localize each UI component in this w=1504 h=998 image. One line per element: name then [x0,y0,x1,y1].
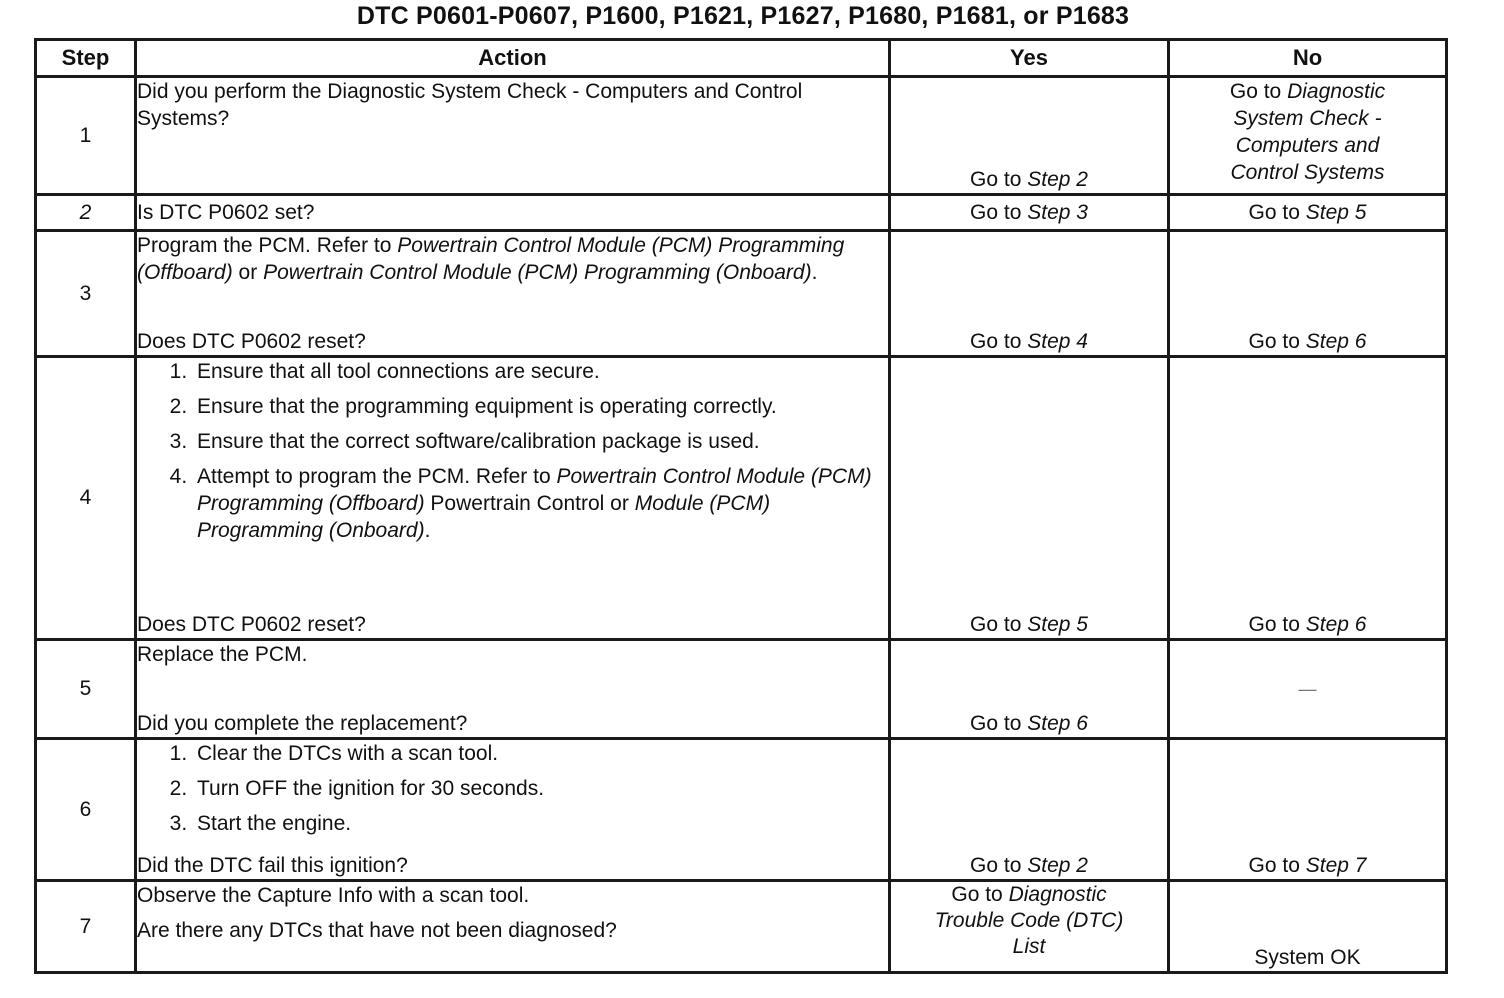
list-item: 2. Ensure that the programming equipment is operating correctly. [193,393,888,420]
system-ok-text: System OK [1254,946,1361,969]
action-cell [136,231,890,357]
action-text: Powertrain Control [430,492,605,515]
list-item: 3. Ensure that the correct software/calibration package is used. [193,428,888,455]
reference-link[interactable]: Diagnostic [1287,80,1386,103]
goto-label: Go to [1248,330,1300,353]
list-item: 1. Clear the DTCs with a scan tool. [193,740,888,767]
list-item: 3. Start the engine. [193,810,888,837]
step-link[interactable]: Step 6 [1027,712,1088,735]
reference-link-line[interactable]: System Check - [1233,107,1382,130]
reference-link-line[interactable]: List [1012,935,1046,958]
action-question: Does DTC P0602 reset? [137,613,366,636]
no-cell [1169,195,1447,231]
step-number: 5 [36,640,136,739]
reference-link-line[interactable]: Trouble Code (DTC) [934,909,1124,932]
no-cell [1169,881,1447,973]
action-text: or [610,492,629,515]
step-number: 2 [36,195,136,231]
no-cell [1169,231,1447,357]
reference-link[interactable]: Diagnostic [1008,883,1107,906]
list-item: 2. Turn OFF the ignition for 30 seconds. [193,775,888,802]
goto-label: Go to [1248,854,1300,877]
action-question: Does DTC P0602 reset? [137,330,366,353]
list-item [193,463,888,544]
step-link[interactable]: Step 5 [1305,201,1367,224]
header-no: No [1169,40,1447,77]
step-link[interactable]: Step 5 [1027,613,1088,636]
action-cell [136,881,890,973]
step-number: 3 [36,231,136,357]
no-cell [1169,77,1447,195]
goto-label: Go to [970,854,1022,877]
table-row [36,77,1447,195]
reference-link[interactable]: Powertrain Control Module (PCM) Programming (Onboard) [263,261,812,284]
diagnostic-table [34,38,1448,974]
goto-label: Go to [970,330,1022,353]
step-number: 4 [36,357,136,640]
numbered-list [137,358,888,552]
action-question: Did the DTC fail this ignition? [137,854,408,877]
step-number: 6 [36,739,136,881]
action-text: or [238,261,258,284]
goto-label: Go to [970,168,1022,191]
step-number: 1 [36,77,136,195]
reference-link-line[interactable]: Computers and [1235,134,1380,157]
table-row [36,357,1447,640]
step-link[interactable]: Step 7 [1305,854,1367,877]
table-row [36,195,1447,231]
step-link[interactable]: Step 2 [1027,168,1088,191]
action-cell [136,77,890,195]
table-row [36,640,1447,739]
goto-label: Go to [951,883,1003,906]
action-text: Program the PCM. Refer to [137,234,392,257]
yes-cell [890,881,1169,973]
punctuation: . [811,261,818,284]
action-question: Are there any DTCs that have not been diagnosed? [137,919,617,942]
step-link[interactable]: Step 4 [1027,330,1088,353]
goto-label: Go to [970,613,1022,636]
goto-label: Go to [970,201,1022,224]
action-cell [136,640,890,739]
step-link[interactable]: Step 3 [1027,201,1088,224]
punctuation: . [424,519,431,542]
action-text: Did you perform the Diagnostic System Check - Computers and Control Systems? [137,80,803,130]
numbered-list [137,740,888,845]
reference-link-line[interactable]: Control Systems [1230,161,1385,184]
goto-label: Go to [970,712,1022,735]
action-text: Replace the PCM. [137,643,308,666]
action-text: Is DTC P0602 set? [137,201,315,224]
no-cell [1169,739,1447,881]
table-row [36,231,1447,357]
action-cell [136,195,890,231]
list-item: 1. Ensure that all tool connections are secure. [193,358,888,385]
action-text: Attempt to program the PCM. Refer to [197,465,551,488]
yes-cell [890,195,1169,231]
table-row [36,739,1447,881]
action-cell [136,739,890,881]
yes-cell [890,640,1169,739]
reference-link[interactable]: Powertrain Control Module (PCM) Programming (Offboard) [137,234,845,284]
action-instruction [137,232,888,286]
goto-label: Go to [1248,613,1300,636]
no-action-dash: — [1298,679,1317,699]
action-question: Did you complete the replacement? [137,712,468,735]
no-cell [1169,640,1447,739]
header-action: Action [136,40,890,77]
goto-label: Go to [1229,80,1282,103]
yes-cell [890,231,1169,357]
reference-link[interactable]: Module (PCM) Programming (Onboard) [197,492,771,542]
step-number: 7 [36,881,136,973]
table-row [36,881,1447,973]
action-cell [136,357,890,640]
action-text: Observe the Capture Info with a scan tool. [137,884,530,907]
page-title: DTC P0601-P0607, P1600, P1621, P1627, P1680, P1681, or P1683 [356,2,1130,30]
no-cell [1169,357,1447,640]
yes-cell [890,77,1169,195]
header-row [36,40,1447,77]
step-link[interactable]: Step 6 [1305,613,1367,636]
yes-cell [890,357,1169,640]
yes-cell [890,739,1169,881]
header-step: Step [36,40,136,77]
step-link[interactable]: Step 6 [1305,330,1367,353]
reference-link[interactable]: Powertrain Control Module (PCM) Programming (Offboard) [197,465,872,515]
step-link[interactable]: Step 2 [1027,854,1088,877]
goto-label: Go to [1248,201,1300,224]
header-yes: Yes [890,40,1169,77]
